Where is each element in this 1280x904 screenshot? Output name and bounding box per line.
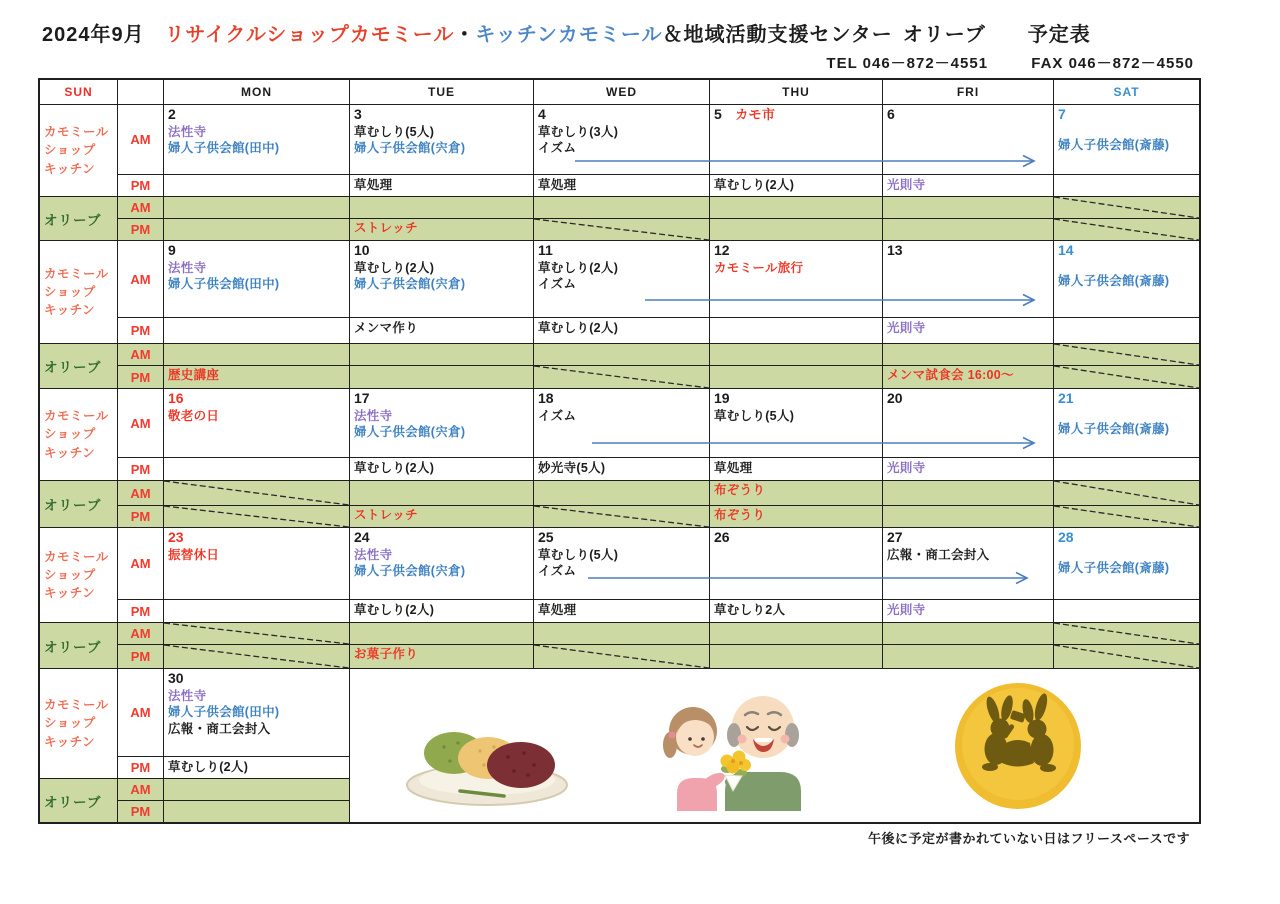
event: 婦人子供会館(田中) [168,277,280,292]
event: 婦人子供会館(田中) [168,141,280,156]
label-line: カモミール [44,698,109,713]
am-label: AM [118,779,163,800]
row-label-chamomile [40,528,117,622]
event: 草処理 [538,178,577,192]
pm-label: PM [118,801,163,822]
day-number: 19 [714,390,730,406]
schedule-table [38,78,1201,824]
olive-pm-cell-closed [534,645,709,668]
olive-pm-cell-closed [534,219,709,240]
moon-rabbits-illustration [953,681,1083,811]
olive-pm-cell-closed [1054,645,1199,668]
olive-pm-cell-closed [1054,366,1199,388]
olive-am-cell [350,344,533,365]
row-label-chamomile [40,669,117,778]
event: お菓子作り [354,647,419,661]
day-cell-sep7-am [1054,105,1199,174]
closed-slash-icon [534,506,709,527]
day-cell-sep14-am [1054,241,1199,317]
pm-label: PM [118,366,163,388]
title-recycle-shop: リサイクルショップカモミール [164,24,455,46]
day-number: 9 [168,242,176,258]
illustration-area [350,669,1199,822]
day-number: 5 [714,106,722,122]
event: 広報・商工会封入 [168,722,271,736]
event: 草むしり(2人) [354,461,435,475]
day-number: 18 [538,390,554,406]
day-number: 28 [1058,529,1074,545]
day-number: 21 [1058,390,1074,406]
olive-pm-cell [164,366,349,388]
pm-label: PM [118,458,163,480]
olive-pm-cell-closed [1054,506,1199,527]
day-cell-sep25-am [534,528,709,599]
label-line: キッチン [44,734,96,749]
event: 広報・商工会封入 [887,547,990,562]
event: カモミール旅行 [714,260,804,275]
closed-slash-icon [1054,506,1199,527]
olive-pm-cell-closed [534,506,709,527]
event: 敬老の日 [168,408,220,423]
event: 婦人子供会館(宍倉) [354,425,466,440]
closed-slash-icon [164,506,349,527]
am-label: AM [118,241,163,317]
closed-slash-icon [1054,197,1199,218]
row-label-olive: オリーブ [40,623,117,668]
day-number: 26 [714,529,730,545]
label-line: キッチン [44,161,96,176]
event: 婦人子供会館(宍倉) [354,277,466,292]
pm-cell-sep17 [350,458,533,480]
am-label: AM [118,669,163,756]
event: 法性寺 [168,260,207,275]
event: 草むしり(2人) [168,760,249,774]
closed-slash-icon [1054,645,1199,668]
pm-cell-sep4 [534,175,709,196]
day-cell-sep10-am [350,241,533,317]
olive-pm-cell [883,219,1053,240]
row-label-olive: オリーブ [40,197,117,240]
pm-cell-sep14 [1054,318,1199,343]
label-line: ショップ [44,716,96,731]
day-number: 27 [887,529,903,545]
row-label-chamomile [40,241,117,343]
day-cell-sep30-am [164,669,349,756]
olive-pm-cell-closed [534,366,709,388]
am-label: AM [118,623,163,644]
olive-am-cell [534,197,709,218]
day-cell-sep18-am [534,389,709,457]
event: イズム [538,408,577,423]
pm-cell-sep6 [883,175,1053,196]
am-label: AM [118,197,163,218]
olive-am-cell [710,344,882,365]
event: 草むしり(5人) [354,124,435,139]
event: 婦人子供会館(田中) [168,705,280,720]
olive-pm-cell-closed [164,506,349,527]
pm-label: PM [118,757,163,778]
title-schedule-word: 予定表 [1027,24,1091,46]
olive-am-cell-closed [1054,344,1199,365]
day-number: 25 [538,529,554,545]
event: 法性寺 [168,688,207,703]
pm-cell-sep12 [710,318,882,343]
day-cell-sep19-am [710,389,882,457]
olive-pm-cell [710,645,882,668]
page-title [42,18,1091,47]
day-number: 3 [354,106,362,122]
am-label: AM [118,528,163,599]
olive-am-cell [534,481,709,505]
olive-am-cell-closed [1054,623,1199,644]
event: イズム [538,564,577,579]
day-number: 30 [168,670,184,686]
label-line: ショップ [44,143,96,158]
day-number: 20 [887,390,903,406]
pm-cell-sep24 [350,600,533,622]
day-cell-sep2-am [164,105,349,174]
event: 草むしり(3人) [538,124,619,139]
title-kitchen: キッチンカモミール [475,24,663,46]
pm-cell-sep13 [883,318,1053,343]
event: イズム [538,141,577,156]
header-ampm [118,80,163,104]
event: カモ市 [735,107,776,122]
event: 草むしり(2人) [538,260,619,275]
label-line: ショップ [44,567,96,582]
olive-am-cell [710,197,882,218]
event: 草むしり(2人) [354,260,435,275]
event: 草むしり(5人) [714,408,795,423]
label-line: ショップ [44,427,96,442]
row-label-olive: オリーブ [40,481,117,527]
olive-pm-cell [350,506,533,527]
olive-pm-cell-closed [164,645,349,668]
pm-cell-sep27 [883,600,1053,622]
day-number: 11 [538,242,553,258]
olive-pm-cell-closed [1054,219,1199,240]
day-number: 2 [168,106,176,122]
day-cell-sep20-am [883,389,1053,457]
olive-am-cell [710,623,882,644]
event: 草処理 [538,603,577,617]
row-label-chamomile [40,105,117,196]
fax-number: FAX 046－872－4550 [1031,55,1194,72]
header-mon: MON [164,80,349,104]
day-cell-sep4-am [534,105,709,174]
pm-cell-sep25 [534,600,709,622]
olive-pm-cell [350,645,533,668]
event: ストレッチ [354,221,418,235]
day-cell-sep12-am [710,241,882,317]
pm-label: PM [118,600,163,622]
event: 草むしり(2人) [538,321,619,335]
event: 歴史講座 [168,368,220,382]
day-number: 13 [887,242,903,258]
closed-slash-icon [164,623,349,644]
closed-slash-icon [164,481,349,505]
day-number: 10 [354,242,370,258]
event: 婦人子供会館(斎藤) [1058,137,1170,152]
olive-am-cell [534,623,709,644]
closed-slash-icon [1054,366,1199,388]
pm-cell-sep26 [710,600,882,622]
event: 婦人子供会館(宍倉) [354,564,466,579]
day-cell-sep11-am [534,241,709,317]
day-number: 14 [1058,242,1074,258]
pm-label: PM [118,219,163,240]
event: 布ぞうり [714,508,766,522]
olive-pm-cell [164,219,349,240]
olive-pm-cell [350,366,533,388]
am-label: AM [118,344,163,365]
pm-cell-sep19 [710,458,882,480]
closed-slash-icon [1054,344,1199,365]
event: 妙光寺(5人) [538,461,606,475]
olive-am-cell [710,481,882,505]
olive-am-cell-closed [164,623,349,644]
day-cell-sep16-am [164,389,349,457]
footer-note: 午後に予定が書かれていない日はフリースペースです [868,831,1191,846]
event: 婦人子供会館(斎藤) [1058,421,1170,436]
day-cell-sep17-am [350,389,533,457]
closed-slash-icon [1054,481,1199,505]
event: 振替休日 [168,547,220,562]
pm-cell-sep16 [164,458,349,480]
closed-slash-icon [1054,623,1199,644]
event: 光則寺 [887,603,926,617]
event: ストレッチ [354,508,418,522]
event: 婦人子供会館(宍倉) [354,141,466,156]
day-cell-sep27-am [883,528,1053,599]
pm-cell-sep11 [534,318,709,343]
label-line: ショップ [44,284,96,299]
olive-pm-cell [883,506,1053,527]
label-line: カモミール [44,549,109,564]
closed-slash-icon [164,645,349,668]
event: 草むしり(2人) [354,603,435,617]
day-number: 12 [714,242,730,258]
ohagi-plate-illustration [402,703,572,813]
title-support-center: ＆地域活動支援センター [662,24,893,46]
day-cell-sep13-am [883,241,1053,317]
header-sun: SUN [40,80,117,104]
event: メンマ作り [354,321,419,335]
day-cell-sep21-am [1054,389,1199,457]
day-cell-sep24-am [350,528,533,599]
pm-cell-sep28 [1054,600,1199,622]
closed-slash-icon [1054,219,1199,240]
pm-cell-sep18 [534,458,709,480]
title-separator: ・ [454,24,476,46]
day-number: 24 [354,529,370,545]
event: 草むしり2人 [714,603,786,617]
olive-pm-cell [710,219,882,240]
event: 草処理 [354,178,393,192]
label-line: カモミール [44,266,109,281]
day-number: 4 [538,106,546,122]
tel-number: TEL 046－872－4551 [826,55,989,72]
pm-cell-sep23 [164,600,349,622]
am-label: AM [118,105,163,174]
day-cell-sep3-am [350,105,533,174]
label-line: キッチン [44,445,96,460]
olive-am-cell [883,481,1053,505]
olive-am-cell [350,197,533,218]
day-number: 23 [168,529,184,545]
label-line: カモミール [44,409,109,424]
pm-cell-sep2 [164,175,349,196]
closed-slash-icon [534,645,709,668]
title-year-month: 2024年9月 [42,24,145,46]
event: メンマ試食会 16:00～ [887,368,1014,382]
am-label: AM [118,389,163,457]
header-fri: FRI [883,80,1053,104]
olive-am-cell [350,623,533,644]
olive-am-cell-closed [1054,197,1199,218]
olive-pm-cell [710,506,882,527]
pm-cell-sep20 [883,458,1053,480]
pm-cell-sep7 [1054,175,1199,196]
header-thu: THU [710,80,882,104]
header-sat: SAT [1054,80,1199,104]
olive-am-cell [883,344,1053,365]
event: 光則寺 [887,321,926,335]
olive-pm-cell [710,366,882,388]
pm-cell-sep30 [164,757,349,778]
day-cell-sep5-am [710,105,882,174]
olive-am-cell [883,197,1053,218]
label-line: カモミール [44,125,109,140]
day-cell-sep9-am [164,241,349,317]
row-label-chamomile [40,389,117,480]
pm-cell-sep5 [710,175,882,196]
olive-am-cell [164,344,349,365]
event: 光則寺 [887,178,926,192]
event: 法性寺 [168,124,207,139]
olive-am-cell [350,481,533,505]
event: 光則寺 [887,461,926,475]
day-cell-sep6-am [883,105,1053,174]
day-cell-sep26-am [710,528,882,599]
event: 布ぞうり [714,483,766,497]
contact-line [826,52,1194,73]
pm-cell-sep3 [350,175,533,196]
pm-label: PM [118,175,163,196]
event: 婦人子供会館(斎藤) [1058,560,1170,575]
day-number: 6 [887,106,895,122]
day-cell-sep28-am [1054,528,1199,599]
row-label-olive: オリーブ [40,779,117,822]
olive-am-cell [534,344,709,365]
event: イズム [538,277,577,292]
day-cell-sep23-am [164,528,349,599]
event: 法性寺 [354,408,393,423]
closed-slash-icon [534,366,709,388]
title-olive: オリーブ [902,24,986,46]
day-number: 16 [168,390,184,406]
olive-am-cell-closed [1054,481,1199,505]
olive-pm-cell [164,801,349,822]
label-line: キッチン [44,586,96,601]
event: 草むしり(5人) [538,547,619,562]
event: 法性寺 [354,547,393,562]
pm-cell-sep21 [1054,458,1199,480]
olive-pm-cell [883,645,1053,668]
pm-label: PM [118,318,163,343]
olive-am-cell [164,779,349,800]
closed-slash-icon [534,219,709,240]
row-label-olive: オリーブ [40,344,117,388]
header-wed: WED [534,80,709,104]
am-label: AM [118,481,163,505]
day-number: 7 [1058,106,1066,122]
olive-am-cell [883,623,1053,644]
header-tue: TUE [350,80,533,104]
event: 草処理 [714,461,753,475]
event: 草むしり(2人) [714,178,795,192]
event: 婦人子供会館(斎藤) [1058,273,1170,288]
pm-cell-sep10 [350,318,533,343]
olive-pm-cell [883,366,1053,388]
pm-label: PM [118,506,163,527]
label-line: キッチン [44,303,96,318]
olive-am-cell-closed [164,481,349,505]
olive-am-cell [164,197,349,218]
pm-label: PM [118,645,163,668]
respect-for-aged-illustration [655,683,815,811]
olive-pm-cell [350,219,533,240]
day-number: 17 [354,390,370,406]
pm-cell-sep9 [164,318,349,343]
